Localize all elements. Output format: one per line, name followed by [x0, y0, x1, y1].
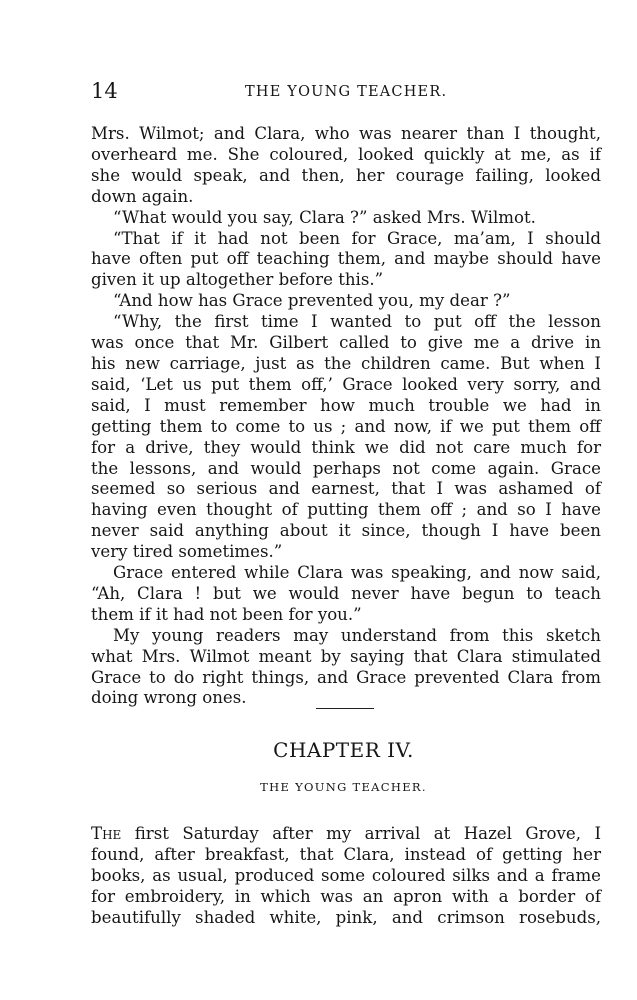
- text-line: “What would you say, Clara ?” asked Mrs. Wilmot.: [113, 207, 536, 227]
- text-line: what Mrs. Wilmot meant by saying that Clara stimulated: [91, 646, 601, 666]
- text-line: books, as usual, produced some coloured silks and a frame: [91, 865, 601, 885]
- text-line: “Why, the first time I wanted to put off the lesson: [113, 312, 601, 332]
- text-line: found, after breakfast, that Clara, instead of getting her: [91, 844, 601, 864]
- body-text-section-1: [91, 124, 601, 709]
- text-line: was once that Mr. Gilbert called to give me a drive in: [91, 333, 601, 353]
- text-line: seemed so serious and earnest, that I was ashamed of: [91, 479, 601, 499]
- chapter-first-line-rest: first Saturday after my arrival at Hazel Grove, I: [121, 824, 601, 843]
- text-line: his new carriage, just as the children came. But when I: [91, 353, 601, 373]
- chapter-heading: CHAPTER IV.: [273, 738, 414, 762]
- text-line: down again.: [91, 186, 194, 206]
- text-line: said, ‘Let us put them off,’ Grace looked very sorry, and: [91, 374, 601, 394]
- text-line: doing wrong ones.: [91, 688, 247, 708]
- text-line: said, I must remember how much trouble we had in: [91, 395, 601, 415]
- text-line: Grace to do right things, and Grace prevented Clara from: [91, 667, 601, 687]
- text-line: My young readers may understand from this sketch: [113, 625, 601, 645]
- text-line: “And how has Grace prevented you, my dear ?”: [113, 291, 511, 311]
- section-divider: [316, 708, 374, 709]
- chapter-subtitle: THE YOUNG TEACHER.: [260, 780, 427, 794]
- text-line: have often put off teaching them, and maybe should have: [91, 249, 601, 269]
- text-line: “That if it had not been for Grace, ma’am, I should: [113, 228, 601, 248]
- text-line: the lessons, and would perhaps not come again. Grace: [91, 458, 601, 478]
- text-line: never said anything about it since, though I have been: [91, 521, 601, 541]
- text-line: Mrs. Wilmot; and Clara, who was nearer than I thought,: [91, 124, 601, 143]
- text-line: given it up altogether before this.”: [91, 270, 384, 290]
- running-title: THE YOUNG TEACHER.: [245, 84, 448, 100]
- text-line: she would speak, and then, her courage failing, looked: [91, 165, 601, 185]
- text-line: beautifully shaded white, pink, and crimson rosebuds,: [91, 907, 601, 927]
- text-line: very tired sometimes.”: [91, 542, 283, 562]
- body-text-section-2: [91, 824, 601, 929]
- text-line: “Ah, Clara ! but we would never have begun to teach: [91, 583, 601, 603]
- text-line: for embroidery, in which was an apron with a border of: [91, 886, 601, 906]
- text-line: Grace entered while Clara was speaking, and now said,: [113, 563, 601, 583]
- text-line: for a drive, they would think we did not care much for: [91, 437, 601, 457]
- text-line: having even thought of putting them off ; and so I have: [91, 500, 601, 520]
- text-line: [91, 824, 601, 845]
- chapter-opening-word: The: [91, 824, 122, 843]
- text-line: overheard me. She coloured, looked quickly at me, as if: [91, 144, 601, 164]
- text-line: getting them to come to us ; and now, if we put them off: [91, 416, 601, 436]
- page-number: 14: [91, 79, 118, 103]
- running-head: [91, 78, 601, 104]
- text-line: them if it had not been for you.”: [91, 604, 362, 624]
